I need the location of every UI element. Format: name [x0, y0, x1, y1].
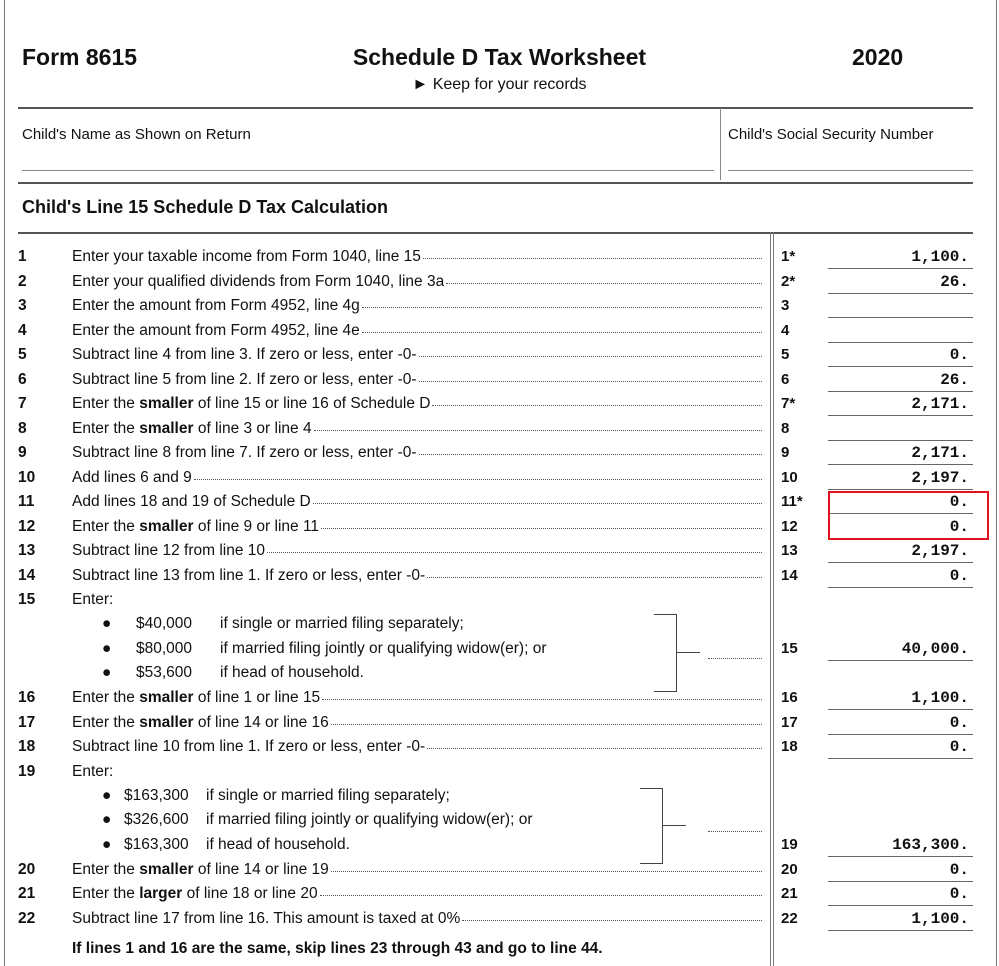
line-description [72, 346, 417, 364]
line-reference: 3 [781, 297, 790, 314]
amount-underline [828, 856, 973, 857]
line-amount[interactable]: 1,100. [911, 689, 969, 707]
line-description: Enter: [72, 762, 114, 780]
line-amount[interactable]: 0. [949, 885, 969, 903]
line-text: Subtract line 13 from line 1. If zero or less, enter -0- [72, 566, 426, 584]
line-description [72, 689, 320, 707]
line-text: Subtract line 12 from line 10 [72, 542, 265, 559]
line-amount[interactable]: 26. [940, 370, 969, 389]
option-text: if single or married filing separately; [220, 615, 464, 632]
worksheet-row [0, 273, 999, 297]
worksheet-row [0, 591, 999, 615]
worksheet-row [0, 346, 999, 370]
line-reference: 4 [781, 321, 790, 339]
line-text-post: of line 9 or line 11 [193, 517, 320, 535]
line-reference: 15 [781, 639, 798, 657]
line-reference: 6 [781, 370, 790, 388]
option-text: if married filing jointly or qualifying widow(er); or [220, 639, 547, 657]
leader-dots [331, 871, 762, 872]
amount-underline [828, 881, 973, 882]
line-amount[interactable]: 0. [949, 493, 969, 511]
amount-underline [828, 268, 973, 269]
leader-dots [313, 503, 762, 504]
line-text-emphasis: smaller [139, 860, 194, 878]
line-description [72, 714, 329, 732]
line-reference: 13 [781, 542, 798, 559]
section-title: Child's Line 15 Schedule D Tax Calculation [22, 197, 389, 217]
bullet-icon: ● [102, 615, 112, 632]
line-text-emphasis: smaller [139, 689, 194, 706]
line-description [72, 297, 360, 315]
line-description [72, 493, 311, 511]
leader-dots [331, 724, 762, 725]
option-amount: $53,600 [136, 664, 193, 681]
child-ssn-caption: Child's Social Security Number [728, 126, 934, 143]
line-text-emphasis: larger [139, 885, 183, 902]
line-text-post: of line 3 or line 4 [193, 419, 312, 437]
line-reference: 14 [781, 566, 798, 584]
amount-underline [828, 734, 973, 735]
child-name-caption: Child's Name as Shown on Return [22, 126, 251, 143]
line-number: 11 [18, 493, 35, 510]
leader-dots [362, 332, 762, 333]
worksheet-row [0, 297, 999, 321]
leader-dots [419, 454, 762, 455]
line-text-emphasis: smaller [139, 517, 194, 535]
line-text: Add lines 18 and 19 of Schedule D [72, 493, 311, 510]
leader-dots [423, 258, 762, 259]
line-number: 2 [18, 272, 27, 290]
highlight-box [828, 491, 989, 540]
worksheet-row [0, 248, 999, 272]
line-description [72, 518, 319, 536]
amount-underline [828, 440, 973, 441]
line-text-emphasis: smaller [139, 419, 194, 437]
line-amount[interactable]: 1,100. [911, 248, 969, 266]
worksheet-row [0, 738, 999, 762]
bullet-icon: ● [102, 835, 112, 853]
amount-underline [828, 293, 973, 294]
line-description [72, 542, 265, 560]
line-description [72, 738, 425, 756]
leader-dots [321, 528, 762, 529]
line-amount[interactable]: 0. [949, 566, 969, 585]
identity-divider [18, 182, 973, 184]
line-reference: 17 [781, 713, 798, 731]
worksheet-row [0, 371, 999, 395]
line-number: 20 [18, 860, 36, 878]
line-text-post: of line 14 or line 16 [193, 713, 329, 731]
amount-underline [828, 464, 973, 465]
line-description [72, 444, 417, 462]
line-text: Enter your taxable income from Form 1040, line 15 [72, 248, 421, 265]
amount-underline [828, 366, 973, 367]
line-text: Subtract line 10 from line 1. If zero or less, enter -0- [72, 738, 426, 755]
line-reference: 19 [781, 835, 798, 853]
amount-underline [828, 660, 973, 661]
leader-dots [419, 356, 762, 357]
worksheet-subtitle: ► Keep for your records [412, 76, 587, 93]
line-text-emphasis: smaller [139, 713, 194, 731]
line-description [72, 395, 430, 413]
amount-underline [828, 562, 973, 563]
line-text-post: of line 14 or line 19 [193, 860, 329, 878]
line-text-pre: Enter the [72, 713, 140, 731]
footer-note: If lines 1 and 16 are the same, skip lines 23 through 43 and go to line 44. [72, 940, 603, 957]
child-ssn-field[interactable] [728, 170, 973, 171]
option-text: if married filing jointly or qualifying widow(er); or [206, 811, 533, 828]
amount-underline [828, 587, 973, 588]
line-amount[interactable]: 0. [949, 738, 969, 756]
identity-separator [720, 108, 721, 180]
worksheet-row [0, 469, 999, 493]
line-number: 16 [18, 689, 36, 706]
line-reference: 9 [781, 444, 790, 461]
line-description [72, 273, 444, 291]
line-number: 5 [18, 346, 27, 363]
leader-dots [314, 430, 762, 431]
line-reference: 2* [781, 272, 796, 290]
amount-underline [828, 489, 973, 490]
line-number: 8 [18, 419, 27, 437]
line-text: Subtract line 17 from line 16. This amount is taxed at 0% [72, 909, 461, 927]
option-amount: $163,300 [124, 835, 189, 853]
line-description [72, 910, 460, 928]
line-description [72, 885, 318, 903]
amount-underline [828, 709, 973, 710]
line-text-post: of line 1 or line 15 [193, 689, 321, 706]
line-text-pre: Enter the [72, 689, 140, 706]
line-number: 3 [18, 297, 27, 314]
leader-dots [267, 552, 762, 553]
line-reference: 21 [781, 885, 798, 902]
line-text-pre: Enter the [72, 517, 140, 535]
amount-underline [828, 342, 973, 343]
bracket-stub [662, 825, 686, 826]
line-text: Subtract line 4 from line 3. If zero or less, enter -0- [72, 346, 417, 363]
line-amount[interactable]: 0. [949, 517, 969, 536]
amount-underline [828, 930, 973, 931]
line-amount[interactable]: 40,000. [901, 639, 969, 658]
line-text-pre: Enter the [72, 860, 140, 878]
leader-dots [322, 699, 762, 700]
line-number: 17 [18, 713, 36, 731]
line-number: 7 [18, 395, 27, 412]
line-number: 1 [18, 248, 27, 265]
line-reference: 10 [781, 468, 798, 486]
line-reference: 20 [781, 860, 798, 878]
line-number: 10 [18, 468, 36, 486]
line-amount[interactable]: 0. [949, 860, 969, 879]
line-number: 15 [18, 591, 36, 608]
line-amount[interactable]: 2,171. [911, 444, 969, 462]
option-amount: $80,000 [136, 639, 193, 657]
worksheet-row [0, 861, 999, 885]
worksheet-row [0, 444, 999, 468]
leader-dots [362, 307, 762, 308]
worksheet-row [0, 714, 999, 738]
worksheet-row [0, 910, 999, 934]
line-amount[interactable]: 2,197. [911, 542, 969, 560]
line-text: Add lines 6 and 9 [72, 468, 192, 486]
line-number: 6 [18, 370, 27, 388]
line-text: Enter your qualified dividends from Form 1040, line 3a [72, 272, 445, 290]
line-amount[interactable]: 1,100. [911, 909, 969, 928]
amount-underline [828, 905, 973, 906]
option-text: if head of household. [206, 835, 350, 853]
worksheet-row [0, 395, 999, 419]
line-text: Subtract line 8 from line 7. If zero or less, enter -0- [72, 444, 417, 461]
line-amount[interactable]: 2,171. [911, 395, 969, 413]
line-text-pre: Enter the [72, 419, 140, 437]
line-amount[interactable]: 26. [940, 272, 969, 291]
line-text-pre: Enter the [72, 885, 140, 902]
line-reference: 16 [781, 689, 798, 706]
worksheet-row [0, 640, 999, 664]
worksheet-row [0, 542, 999, 566]
leader-dots [446, 283, 762, 284]
amount-underline [828, 415, 973, 416]
option-amount: $40,000 [136, 615, 193, 632]
line-reference: 18 [781, 738, 798, 755]
bullet-icon: ● [102, 786, 112, 804]
line-text-post: of line 15 or line 16 of Schedule D [193, 395, 431, 412]
tax-year: 2020 [852, 44, 904, 70]
line-number: 18 [18, 738, 36, 755]
worksheet-row [0, 420, 999, 444]
amount-underline [828, 317, 973, 318]
line-text-pre: Enter the [72, 395, 140, 412]
line-description [72, 469, 192, 487]
leader-dots [432, 405, 762, 406]
line-number: 22 [18, 909, 36, 927]
form-number: Form 8615 [22, 44, 138, 70]
leader-dots [419, 381, 762, 382]
line-reference: 11* [781, 493, 803, 510]
line-description: Enter: [72, 591, 114, 608]
bullet-icon: ● [102, 664, 112, 681]
line-text-emphasis: smaller [139, 395, 194, 412]
line-description [72, 861, 329, 879]
line-text: Enter the amount from Form 4952, line 4e [72, 321, 360, 339]
bullet-icon: ● [102, 811, 112, 828]
worksheet-row [0, 763, 999, 787]
option-amount: $326,600 [124, 811, 189, 828]
option-amount: $163,300 [124, 786, 189, 804]
line-reference: 8 [781, 419, 790, 437]
amount-underline [828, 391, 973, 392]
line-amount[interactable]: 0. [949, 346, 969, 364]
line-number: 21 [18, 885, 36, 902]
line-number: 4 [18, 321, 27, 339]
worksheet-row [0, 322, 999, 346]
leader-dots [320, 895, 762, 896]
line-description [72, 322, 360, 340]
line-description [72, 420, 312, 438]
option-text: if single or married filing separately; [206, 786, 450, 804]
worksheet-row [0, 836, 999, 860]
line-number: 19 [18, 762, 36, 780]
line-reference: 22 [781, 909, 798, 927]
line-amount[interactable]: 2,197. [911, 468, 969, 487]
leader-dots [194, 479, 762, 480]
worksheet-row [0, 689, 999, 713]
line-description [72, 371, 417, 389]
leader-dots [462, 920, 762, 921]
section-divider [18, 232, 973, 234]
bullet-icon: ● [102, 639, 112, 657]
line-amount[interactable]: 163,300. [892, 835, 969, 854]
line-text: Enter the amount from Form 4952, line 4g [72, 297, 360, 314]
line-reference: 5 [781, 346, 790, 363]
leader-dots [427, 577, 762, 578]
line-number: 14 [18, 566, 36, 584]
line-description [72, 567, 425, 585]
worksheet-row [0, 885, 999, 909]
line-number: 9 [18, 444, 27, 461]
leader-dots [708, 831, 762, 832]
line-description [72, 248, 421, 266]
header-divider [18, 107, 973, 109]
line-text-post: of line 18 or line 20 [182, 885, 318, 902]
line-reference: 1* [781, 248, 796, 265]
leader-dots [427, 748, 762, 749]
line-reference: 7* [781, 395, 796, 412]
amount-underline [828, 758, 973, 759]
worksheet-title: Schedule D Tax Worksheet [352, 44, 647, 70]
line-number: 12 [18, 517, 36, 535]
child-name-field[interactable] [22, 170, 714, 171]
line-reference: 12 [781, 517, 798, 535]
line-text: Subtract line 5 from line 2. If zero or less, enter -0- [72, 370, 417, 388]
line-amount[interactable]: 0. [949, 713, 969, 732]
option-text: if head of household. [220, 664, 364, 681]
worksheet-row [0, 567, 999, 591]
line-number: 13 [18, 542, 36, 559]
